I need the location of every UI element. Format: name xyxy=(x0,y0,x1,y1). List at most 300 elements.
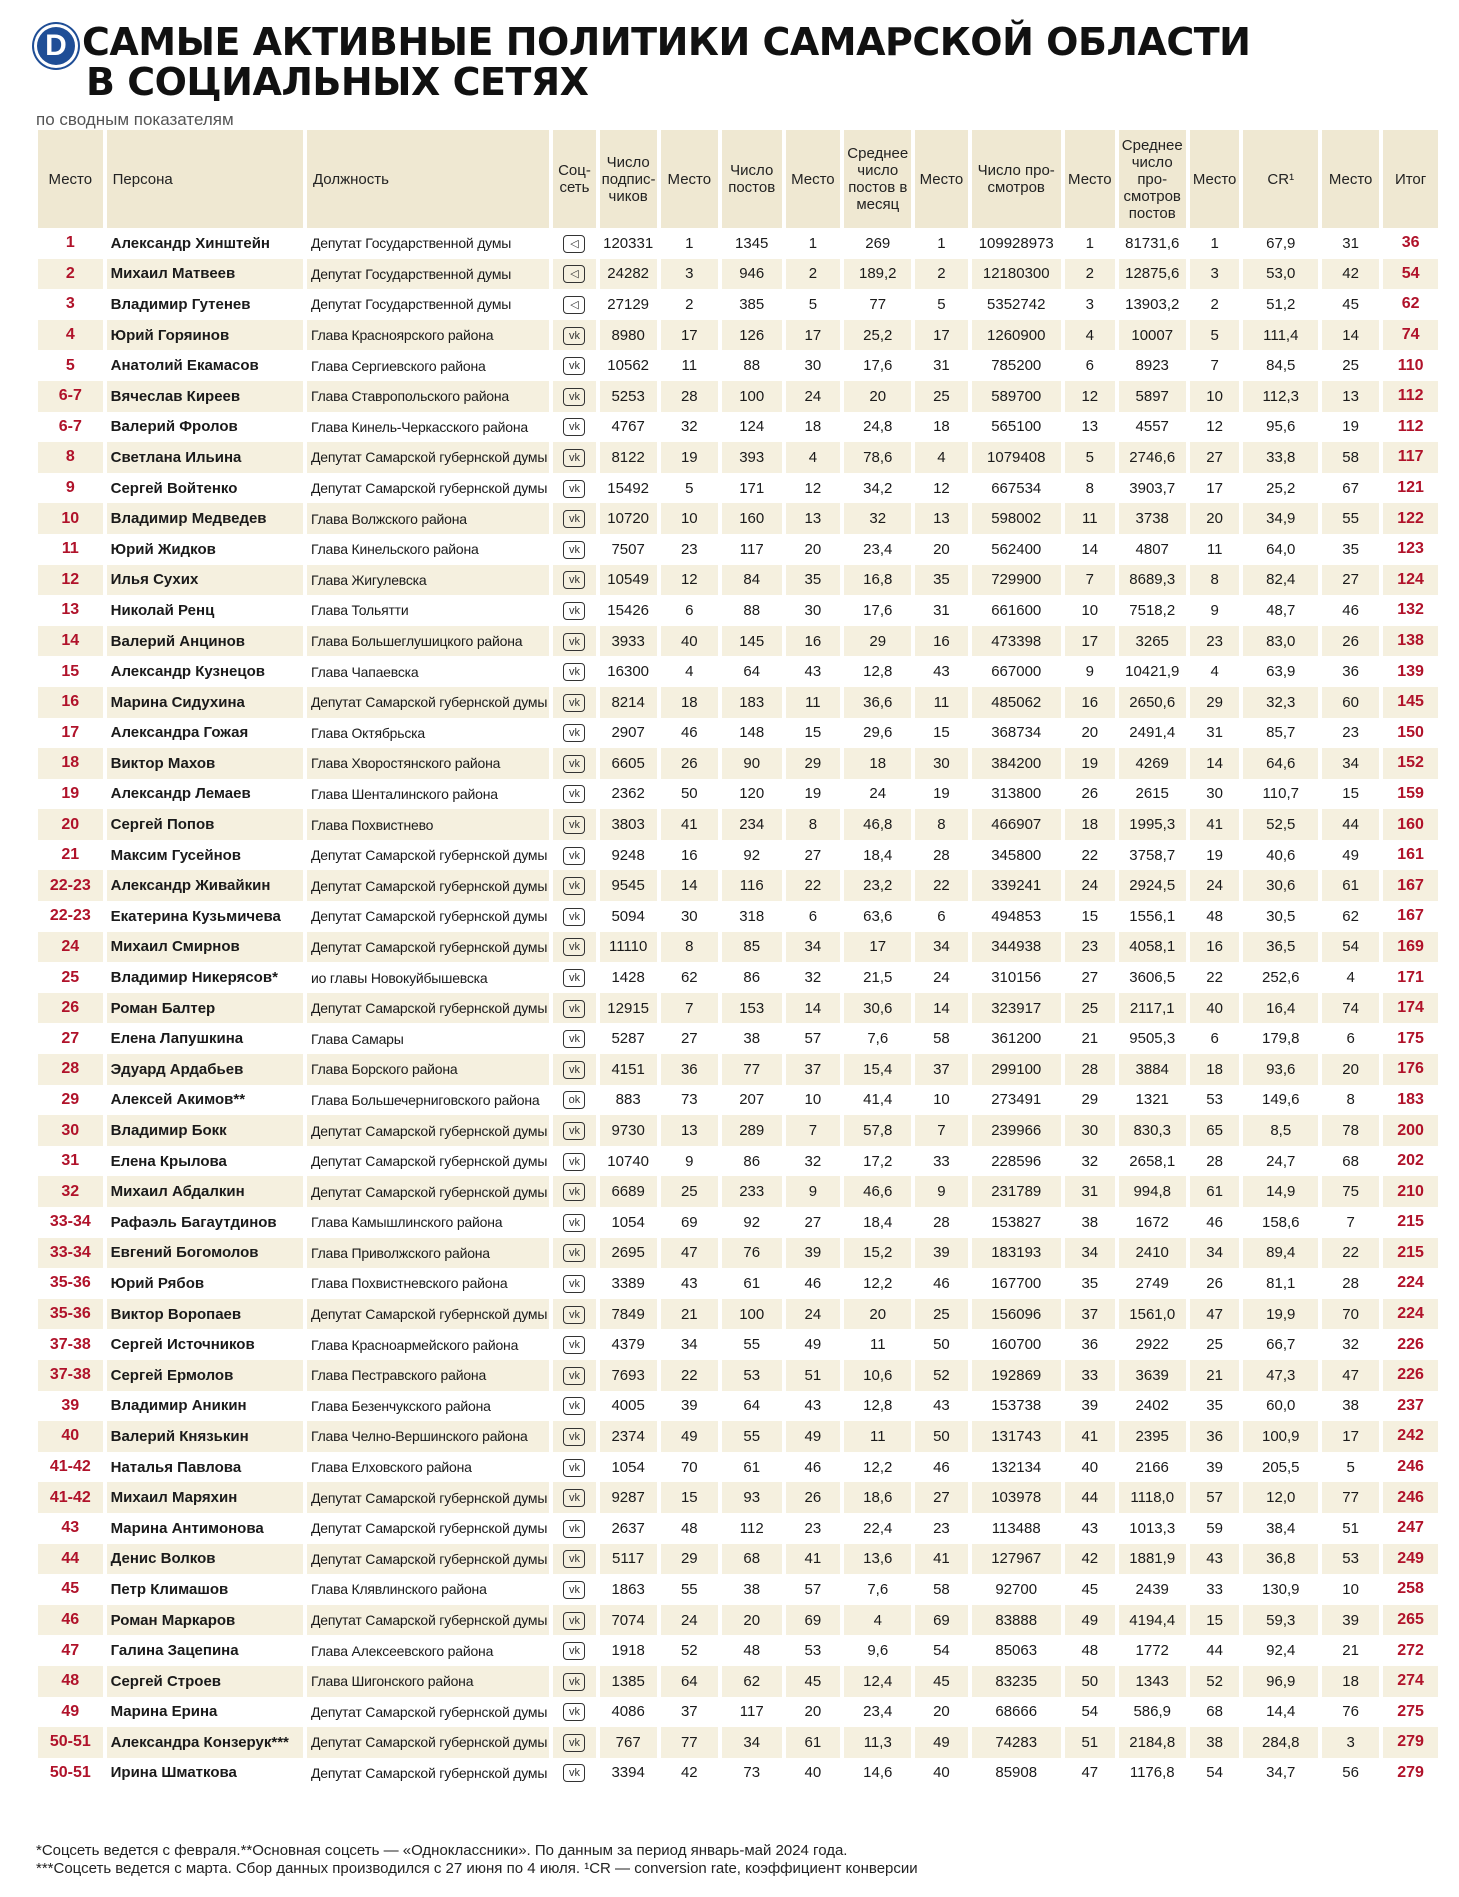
position-cell: Депутат Самарской губернской думы xyxy=(310,1703,548,1720)
network-cell xyxy=(553,1482,595,1513)
value-cell: 32 xyxy=(844,503,911,534)
value-cell: 4807 xyxy=(1135,540,1169,558)
value-cell: 25 xyxy=(661,1176,718,1207)
table-row xyxy=(38,626,1438,657)
value-cell: 26 xyxy=(786,1482,841,1513)
value-cell: 16,8 xyxy=(844,565,911,596)
value-cell: 29 xyxy=(1081,1091,1099,1109)
value-cell: 28 xyxy=(933,846,950,864)
value-cell: 1013,3 xyxy=(1129,1519,1176,1537)
value-cell: 17 xyxy=(786,320,841,351)
value-cell: 77 xyxy=(869,295,887,313)
value-cell: 83235 xyxy=(972,1666,1061,1697)
table-row xyxy=(38,1360,1438,1391)
person-name: Владимир Бокк xyxy=(107,1115,303,1146)
position-cell: Глава Кинельского района xyxy=(310,541,479,558)
value-cell: 16300 xyxy=(607,663,650,681)
value-cell: 32 xyxy=(804,1152,822,1170)
value-cell: 284,8 xyxy=(1243,1727,1318,1758)
value-cell: 24 xyxy=(661,1605,718,1636)
value-cell: 25 xyxy=(915,1299,967,1330)
total-cell: 171 xyxy=(1397,968,1424,986)
network-cell xyxy=(553,1115,595,1146)
value-cell: 830,3 xyxy=(1119,1115,1186,1146)
value-cell: 5 xyxy=(1065,442,1115,473)
value-cell: 5 xyxy=(808,295,818,313)
person-name: Валерий Князькин xyxy=(107,1421,303,1452)
value-cell: 76 xyxy=(1342,1703,1359,1721)
value-cell: 473398 xyxy=(972,626,1061,657)
rank-cell: 22-23 xyxy=(38,870,103,901)
value-cell: 14 xyxy=(661,870,718,901)
value-cell: 68 xyxy=(1342,1152,1359,1170)
vk-icon: vk xyxy=(563,602,585,620)
value-cell: 1118,0 xyxy=(1119,1482,1186,1513)
vk-icon: vk xyxy=(563,847,585,865)
person-name: Валерий Фролов xyxy=(110,418,238,436)
position-cell: Глава Пестравского района xyxy=(307,1360,549,1391)
value-cell: 8 xyxy=(786,809,841,840)
vk-icon: vk xyxy=(563,327,585,345)
rank-cell: 45 xyxy=(61,1580,80,1598)
network-cell xyxy=(553,1238,595,1269)
network-cell xyxy=(553,595,595,626)
value-cell: 69 xyxy=(680,1213,698,1231)
network-cell xyxy=(553,1054,595,1085)
value-cell: 70 xyxy=(1322,1299,1379,1330)
total-cell: 176 xyxy=(1383,1054,1438,1085)
value-cell: 60 xyxy=(1322,687,1379,718)
value-cell: 15 xyxy=(804,724,822,742)
value-cell: 14 xyxy=(915,993,967,1024)
network-cell xyxy=(553,350,595,381)
value-cell: 49 xyxy=(661,1421,718,1452)
column-header: Среднее число про-смотров постов xyxy=(1119,130,1186,228)
value-cell: 64 xyxy=(743,663,761,681)
person-name: Вячеслав Киреев xyxy=(107,381,303,412)
total-cell: 123 xyxy=(1397,540,1424,558)
value-cell: 67 xyxy=(1342,479,1359,497)
vk-icon: vk xyxy=(563,357,585,375)
value-cell: 22 xyxy=(1081,846,1099,864)
vk-icon: vk xyxy=(563,908,585,926)
table-row xyxy=(38,1452,1438,1483)
value-cell: 77 xyxy=(722,1054,782,1085)
value-cell: 9287 xyxy=(600,1482,657,1513)
value-cell: 3903,7 xyxy=(1129,479,1176,497)
table-row xyxy=(38,534,1438,565)
column-header: Место xyxy=(1322,130,1379,228)
value-cell: 13 xyxy=(1081,418,1099,436)
value-cell: 18 xyxy=(844,748,911,779)
value-cell: 35 xyxy=(915,565,967,596)
value-cell: 3933 xyxy=(600,626,657,657)
value-cell: 9 xyxy=(1210,601,1219,619)
network-cell xyxy=(553,932,595,963)
value-cell: 24,7 xyxy=(1266,1152,1296,1170)
position-cell: Глава Похвистневского района xyxy=(310,1275,508,1292)
value-cell: 1428 xyxy=(611,969,645,987)
value-cell: 113488 xyxy=(991,1519,1041,1537)
network-cell xyxy=(553,1207,595,1238)
value-cell: 6605 xyxy=(600,748,657,779)
table-row xyxy=(38,473,1438,504)
value-cell: 43 xyxy=(1081,1519,1099,1537)
value-cell: 23,4 xyxy=(863,1703,893,1721)
value-cell: 73 xyxy=(743,1764,761,1782)
network-cell xyxy=(553,1268,595,1299)
value-cell: 64,6 xyxy=(1243,748,1318,779)
position-cell: Глава Борского района xyxy=(307,1054,549,1085)
value-cell: 51 xyxy=(1342,1519,1359,1537)
value-cell: 85 xyxy=(722,932,782,963)
value-cell: 12 xyxy=(1206,418,1223,436)
position-cell: Глава Безенчукского района xyxy=(310,1397,491,1414)
value-cell: 110,7 xyxy=(1262,785,1299,803)
rank-cell: 44 xyxy=(38,1544,103,1575)
value-cell: 189,2 xyxy=(844,259,911,290)
vk-icon: vk xyxy=(563,541,585,559)
rank-cell: 22-23 xyxy=(49,907,91,925)
total-cell: 242 xyxy=(1383,1421,1438,1452)
value-cell: 5253 xyxy=(600,381,657,412)
value-cell: 883 xyxy=(615,1091,641,1109)
value-cell: 1 xyxy=(1210,234,1219,252)
value-cell: 45 xyxy=(915,1666,967,1697)
vk-icon: vk xyxy=(563,1061,585,1079)
value-cell: 30 xyxy=(680,907,698,925)
vk-icon: vk xyxy=(563,1336,585,1354)
table-row xyxy=(38,1391,1438,1422)
rank-cell: 16 xyxy=(38,687,103,718)
table-row xyxy=(38,1176,1438,1207)
person-name: Сергей Попов xyxy=(107,809,303,840)
value-cell: 8923 xyxy=(1135,357,1169,375)
rank-cell: 20 xyxy=(38,809,103,840)
value-cell: 37 xyxy=(680,1703,698,1721)
value-cell: 45 xyxy=(786,1666,841,1697)
person-name: Марина Ерина xyxy=(110,1703,218,1721)
value-cell: 53,0 xyxy=(1243,259,1318,290)
position-cell: Глава Шенталинского района xyxy=(310,785,498,802)
position-cell: Депутат Самарской губернской думы xyxy=(307,1544,549,1575)
value-cell: 156096 xyxy=(972,1299,1061,1330)
person-name: Екатерина Кузьмичева xyxy=(110,907,281,925)
person-name: Илья Сухих xyxy=(107,565,303,596)
value-cell: 2 xyxy=(915,259,967,290)
value-cell: 54 xyxy=(933,1642,950,1660)
value-cell: 24282 xyxy=(600,259,657,290)
value-cell: 3389 xyxy=(611,1274,645,1292)
table-row xyxy=(38,840,1438,871)
rank-cell: 1 xyxy=(65,234,75,252)
value-cell: 16 xyxy=(915,626,967,657)
value-cell: 368734 xyxy=(991,724,1042,742)
network-cell xyxy=(553,779,595,810)
value-cell: 27 xyxy=(804,846,822,864)
value-cell: 661600 xyxy=(991,601,1042,619)
total-cell: 215 xyxy=(1397,1213,1424,1231)
value-cell: 6 xyxy=(937,907,946,925)
value-cell: 34,7 xyxy=(1266,1764,1296,1782)
value-cell: 7,6 xyxy=(867,1030,889,1048)
value-cell: 100 xyxy=(722,381,782,412)
value-cell: 46 xyxy=(1206,1213,1223,1231)
value-cell: 15 xyxy=(1342,785,1359,803)
rank-cell: 41-42 xyxy=(49,1458,91,1476)
value-cell: 43 xyxy=(804,663,822,681)
value-cell: 48 xyxy=(743,1642,761,1660)
rank-cell: 27 xyxy=(61,1029,80,1047)
value-cell: 27 xyxy=(915,1482,967,1513)
vk-icon: vk xyxy=(563,663,585,681)
total-cell: 139 xyxy=(1397,662,1424,680)
rank-cell: 9 xyxy=(65,479,75,497)
value-cell: 5 xyxy=(937,295,946,313)
value-cell: 126 xyxy=(722,320,782,351)
rank-cell: 17 xyxy=(61,723,80,741)
vk-icon: vk xyxy=(563,1000,585,1018)
value-cell: 41 xyxy=(661,809,718,840)
table-row xyxy=(38,289,1438,320)
value-cell: 56 xyxy=(1342,1764,1359,1782)
position-cell: Депутат Самарской губернской думы xyxy=(310,480,548,497)
column-header: Итог xyxy=(1383,130,1438,228)
position-cell: Депутат Государственной думы xyxy=(307,259,549,290)
value-cell: 39 xyxy=(786,1238,841,1269)
value-cell: 8214 xyxy=(600,687,657,718)
value-cell: 4 xyxy=(1346,969,1355,987)
table-row xyxy=(38,320,1438,351)
value-cell: 41 xyxy=(1065,1421,1115,1452)
network-cell xyxy=(553,626,595,657)
value-cell: 14 xyxy=(1190,748,1240,779)
value-cell: 23 xyxy=(680,540,698,558)
value-cell: 2615 xyxy=(1135,785,1169,803)
value-cell: 20 xyxy=(804,540,822,558)
value-cell: 29 xyxy=(1190,687,1240,718)
rank-cell: 48 xyxy=(38,1666,103,1697)
value-cell: 96,9 xyxy=(1243,1666,1318,1697)
value-cell: 67,9 xyxy=(1266,234,1296,252)
value-cell: 39 xyxy=(1206,1458,1223,1476)
value-cell: 1672 xyxy=(1135,1213,1169,1231)
rank-cell: 21 xyxy=(61,846,80,864)
value-cell: 10720 xyxy=(600,503,657,534)
position-cell: Глава Красноармейского района xyxy=(310,1336,519,1353)
value-cell: 15426 xyxy=(607,601,650,619)
vk-icon: vk xyxy=(563,938,585,956)
network-cell xyxy=(553,228,595,259)
network-cell xyxy=(553,1635,595,1666)
vk-icon: vk xyxy=(563,1367,585,1385)
value-cell: 11 xyxy=(1065,503,1115,534)
value-cell: 6 xyxy=(1210,1030,1219,1048)
value-cell: 25 xyxy=(1065,993,1115,1024)
person-name: Александр Кузнецов xyxy=(110,663,265,681)
footnote xyxy=(36,1842,918,1878)
value-cell: 21 xyxy=(1342,1642,1359,1660)
value-cell: 2184,8 xyxy=(1119,1727,1186,1758)
value-cell: 25 xyxy=(1206,1336,1223,1354)
value-cell: 9 xyxy=(915,1176,967,1207)
rank-cell: 28 xyxy=(38,1054,103,1085)
value-cell: 10421,9 xyxy=(1125,663,1180,681)
value-cell: 18 xyxy=(661,687,718,718)
network-cell xyxy=(553,1146,595,1177)
value-cell: 10 xyxy=(804,1091,822,1109)
value-cell: 92 xyxy=(743,846,761,864)
value-cell: 100 xyxy=(722,1299,782,1330)
table-row xyxy=(38,1421,1438,1452)
value-cell: 3758,7 xyxy=(1129,846,1176,864)
table-row xyxy=(38,1023,1438,1054)
total-cell: 237 xyxy=(1397,1396,1424,1414)
value-cell: 117 xyxy=(739,540,764,558)
network-cell xyxy=(553,687,595,718)
person-name: Роман Балтер xyxy=(107,993,303,1024)
value-cell: 34 xyxy=(722,1727,782,1758)
value-cell: 5352742 xyxy=(987,295,1046,313)
value-cell: 565100 xyxy=(991,418,1042,436)
value-cell: 318 xyxy=(739,907,765,925)
value-cell: 1995,3 xyxy=(1119,809,1186,840)
table-row xyxy=(38,1115,1438,1146)
value-cell: 35 xyxy=(1206,1397,1223,1415)
person-name: Владимир Аникин xyxy=(110,1397,247,1415)
value-cell: 92,4 xyxy=(1266,1642,1296,1660)
position-cell: Глава Большеглушицкого района xyxy=(307,626,549,657)
value-cell: 25,2 xyxy=(844,320,911,351)
person-name: Сергей Строев xyxy=(107,1666,303,1697)
table-row xyxy=(38,595,1438,626)
value-cell: 344938 xyxy=(972,932,1061,963)
value-cell: 13 xyxy=(915,503,967,534)
value-cell: 45 xyxy=(1342,295,1359,313)
person-name: Михаил Маряхин xyxy=(107,1482,303,1513)
value-cell: 50 xyxy=(933,1336,950,1354)
value-cell: 7 xyxy=(1065,565,1115,596)
value-cell: 14,9 xyxy=(1243,1176,1318,1207)
value-cell: 160700 xyxy=(991,1336,1042,1354)
value-cell: 49 xyxy=(1342,846,1359,864)
vk-icon: vk xyxy=(563,1520,585,1538)
table-row xyxy=(38,1697,1438,1728)
person-name: Александр Лемаев xyxy=(110,785,251,803)
value-cell: 103978 xyxy=(972,1482,1061,1513)
vk-icon: vk xyxy=(563,418,585,436)
value-cell: 42 xyxy=(1322,259,1379,290)
value-cell: 51,2 xyxy=(1266,295,1296,313)
value-cell: 145 xyxy=(722,626,782,657)
position-cell: Депутат Самарской губернской думы xyxy=(307,870,549,901)
telegram-icon: ◁ xyxy=(563,265,585,283)
value-cell: 14 xyxy=(786,993,841,1024)
value-cell: 112,3 xyxy=(1243,381,1318,412)
value-cell: 46 xyxy=(804,1274,822,1292)
total-cell: 112 xyxy=(1397,417,1424,435)
total-cell: 159 xyxy=(1397,784,1424,802)
value-cell: 34,9 xyxy=(1243,503,1318,534)
value-cell: 20 xyxy=(1081,724,1099,742)
value-cell: 20 xyxy=(933,540,950,558)
total-cell: 110 xyxy=(1397,356,1424,374)
value-cell: 4767 xyxy=(611,418,645,436)
value-cell: 86 xyxy=(743,969,761,987)
value-cell: 10,6 xyxy=(844,1360,911,1391)
value-cell: 1772 xyxy=(1135,1642,1169,1660)
network-cell xyxy=(553,412,595,443)
value-cell: 47,3 xyxy=(1243,1360,1318,1391)
network-cell xyxy=(553,1421,595,1452)
value-cell: 73 xyxy=(680,1091,698,1109)
total-cell: 117 xyxy=(1383,442,1438,473)
total-cell: 279 xyxy=(1397,1763,1424,1781)
value-cell: 30,6 xyxy=(1243,870,1318,901)
value-cell: 31 xyxy=(933,357,950,375)
value-cell: 192869 xyxy=(972,1360,1061,1391)
value-cell: 116 xyxy=(722,870,782,901)
value-cell: 44 xyxy=(1322,809,1379,840)
value-cell: 24,8 xyxy=(863,418,893,436)
person-name: Александра Конзерук*** xyxy=(107,1727,303,1758)
value-cell: 994,8 xyxy=(1119,1176,1186,1207)
total-cell: 258 xyxy=(1397,1580,1424,1598)
value-cell: 95,6 xyxy=(1266,418,1296,436)
value-cell: 62 xyxy=(722,1666,782,1697)
value-cell: 231789 xyxy=(972,1176,1061,1207)
value-cell: 24 xyxy=(933,969,950,987)
table-row xyxy=(38,687,1438,718)
person-name: Петр Климашов xyxy=(110,1580,229,1598)
value-cell: 20 xyxy=(844,381,911,412)
value-cell: 51 xyxy=(786,1360,841,1391)
value-cell: 63,9 xyxy=(1266,663,1296,681)
vk-icon: vk xyxy=(563,449,585,467)
value-cell: 57,8 xyxy=(844,1115,911,1146)
rank-cell: 24 xyxy=(38,932,103,963)
table-row xyxy=(38,1085,1438,1116)
vk-icon: vk xyxy=(563,480,585,498)
network-cell xyxy=(553,1329,595,1360)
value-cell: 28 xyxy=(1342,1274,1359,1292)
value-cell: 11 xyxy=(915,687,967,718)
value-cell: 19 xyxy=(933,785,950,803)
value-cell: 47 xyxy=(661,1238,718,1269)
value-cell: 1176,8 xyxy=(1129,1764,1175,1782)
total-cell: 124 xyxy=(1383,565,1438,596)
vk-icon: vk xyxy=(563,388,585,406)
vk-icon: vk xyxy=(563,1642,585,1660)
value-cell: 35 xyxy=(786,565,841,596)
value-cell: 29 xyxy=(786,748,841,779)
value-cell: 46 xyxy=(933,1458,950,1476)
value-cell: 55 xyxy=(680,1580,698,1598)
value-cell: 2924,5 xyxy=(1119,870,1186,901)
value-cell: 323917 xyxy=(972,993,1061,1024)
value-cell: 49 xyxy=(786,1421,841,1452)
value-cell: 8980 xyxy=(600,320,657,351)
value-cell: 40 xyxy=(1190,993,1240,1024)
value-cell: 2658,1 xyxy=(1129,1152,1176,1170)
value-cell: 10 xyxy=(1190,381,1240,412)
value-cell: 22 xyxy=(1206,969,1223,987)
value-cell: 8 xyxy=(661,932,718,963)
rank-cell: 40 xyxy=(38,1421,103,1452)
network-cell xyxy=(553,1085,595,1116)
value-cell: 7849 xyxy=(600,1299,657,1330)
value-cell: 17,6 xyxy=(863,357,893,375)
